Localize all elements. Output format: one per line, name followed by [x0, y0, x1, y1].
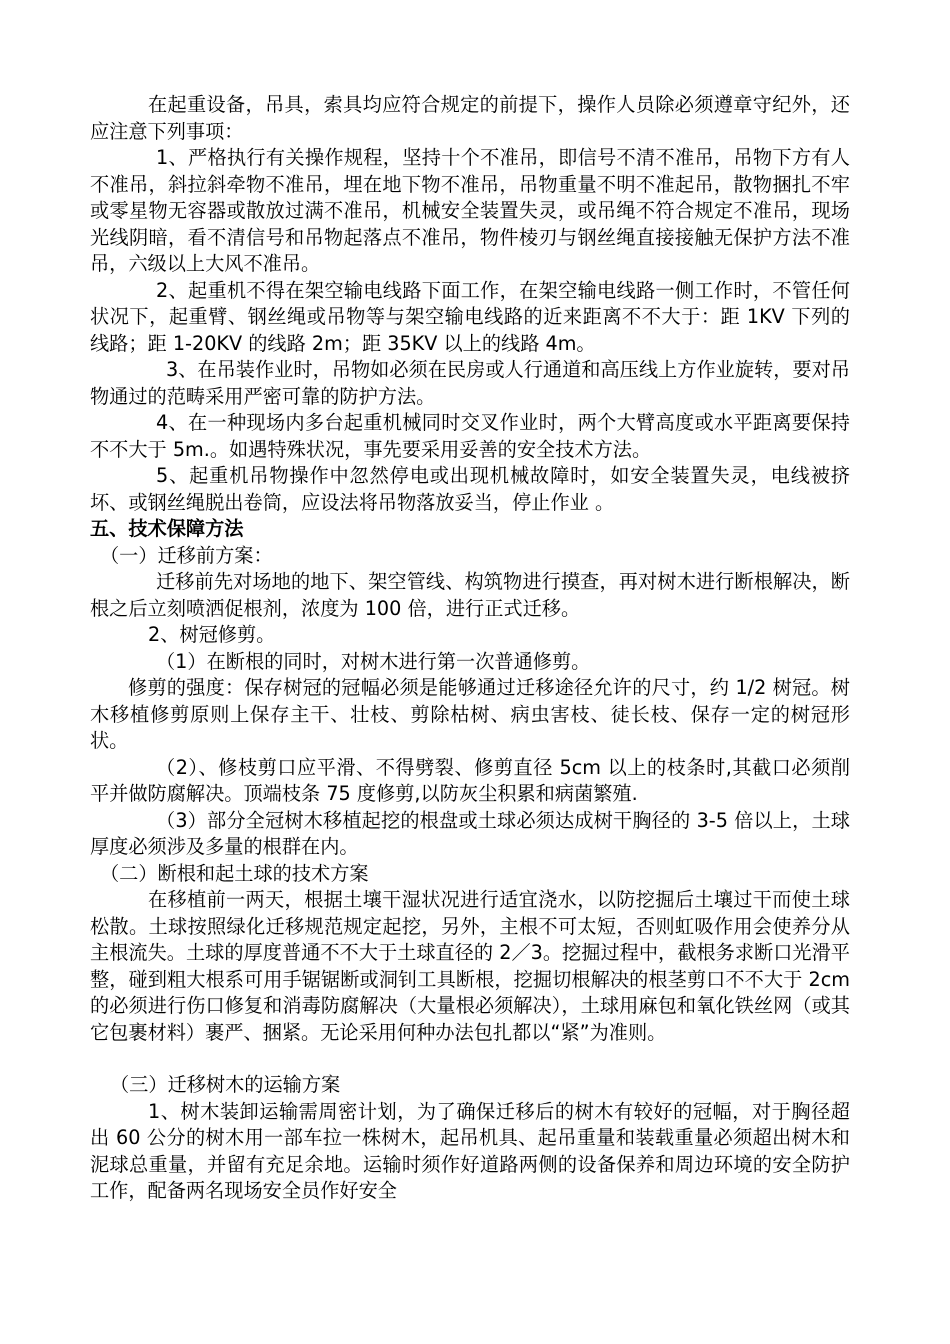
subsection-title-2: （二）断根和起土球的技术方案	[100, 861, 369, 885]
item-pruning-2: （2）、修枝剪口应平滑、不得劈裂、修剪直径 5cm 以上的枝条时,其截口必须削平并做防腐解决。顶端枝条 75 度修剪,以防灰尘积累和病菌繁殖.	[90, 755, 850, 805]
blank-line	[90, 1046, 850, 1072]
paragraph-rule-1: 1、严格执行有关操作规程，坚持十个不准吊，即信号不清不准吊，吊物下方有人不准吊，斜拉斜牵物不准吊，埋在地下物不准吊，吊物重量不明不准起吊，散物捆扎不牢或零星物无容器或散放过满不准吊，机械安全装置失灵，或吊绳不符合规定不准吊，现场光线阴暗，看不清信号和吊物起落点不准吊，物件棱刃与钢丝绳直接接触无保护方法不准吊，六级以上大风不准吊。	[90, 146, 850, 275]
paragraph-rule-5: 5、起重机吊物操作中忽然停电或出现机械故障时，如安全装置失灵，电线被挤坏、或钢丝绳脱出卷筒，应设法将吊物落放妥当，停止作业 。	[90, 464, 850, 514]
item-pruning-1: （1）在断根的同时，对树木进行第一次普通修剪。	[156, 649, 591, 673]
subsection-paragraph-3: 1、树木装卸运输需周密计划，为了确保迁移后的树木有较好的冠幅，对于胸径超出 60 公分的树木用一部车拉一株树木，起吊机具、起吊重量和装载重量必须超出树木和泥球总重量，并留有充足余地。运输时须作好道路两侧的设备保养和周边环境的安全防护工作，配备两名现场安全员作好安全	[90, 1099, 850, 1202]
document-page	[90, 92, 850, 1205]
subsection-paragraph-1: 迁移前先对场地的地下、架空管线、构筑物进行摸查，再对树木进行断根解决，断根之后立刻喷洒促根剂，浓度为 100 倍，进行正式迁移。	[90, 570, 850, 620]
paragraph-rule-3: 3、在吊装作业时，吊物如必须在民房或人行通道和高压线上方作业旋转，要对吊物通过的范畴采用严密可靠的防护方法。	[90, 358, 850, 408]
item-crown-pruning: 2、树冠修剪。	[148, 623, 276, 646]
subsection-title-1: （一）迁移前方案：	[100, 543, 273, 567]
subsection-title-3: （三）迁移树木的运输方案	[110, 1073, 341, 1096]
paragraph-rule-2: 2、起重机不得在架空输电线路下面工作，在架空输电线路一侧工作时，不管任何状况下，起重臂、钢丝绳或吊物等与架空输电线路的近来距离不不大于：距 1KV 下列的线路；距 1-20KV 的线路 2m；距 35KV 以上的线路 4m。	[90, 278, 850, 355]
pruning-strength-paragraph: 修剪的强度：保存树冠的冠幅必须是能够通过迁移途径允许的尺寸，约 1/2 树冠。树木移植修剪原则上保存主干、壮枝、剪除枯树、病虫害枝、徒长枝、保存一定的树冠形状。	[90, 676, 850, 752]
section-title: 五、技术保障方法	[90, 517, 244, 540]
subsection-paragraph-2: 在移植前一两天，根据土壤干湿状况进行适宜浇水，以防挖掘后土壤过干而使土球松散。土球按照绿化迁移规范规定起挖，另外，主根不可太短，否则虹吸作用会使养分从主根流失。土球的厚度普通不不大于土球直径的 2／3。挖掘过程中，截根务求断口光滑平整，碰到粗大根系可用手锯锯断或洞钊工具断根，挖掘切根解决的根茎剪口不不大于 2cm 的必须进行伤口修复和消毒防腐解决（大量根必须解决），土球用麻包和氧化铁丝网（或其它包裹材料）裹严、捆紧。无论采用何种办法包扎都以“紧”为准则。	[90, 888, 850, 1044]
item-pruning-3: （3）部分全冠树木移植起挖的根盘或土球必须达成树干胸径的 3-5 倍以上，土球厚度必须涉及多量的根群在内。	[90, 808, 850, 858]
paragraph-intro: 在起重设备，吊具，索具均应符合规定的前提下，操作人员除必须遵章守纪外，还应注意下列事项：	[90, 93, 850, 143]
paragraph-rule-4: 4、在一种现场内多台起重机械同时交叉作业时，两个大臂高度或水平距离要保持不不大于 5m.。如遇特殊状况，事先要采用妥善的安全技术方法。	[90, 411, 850, 461]
